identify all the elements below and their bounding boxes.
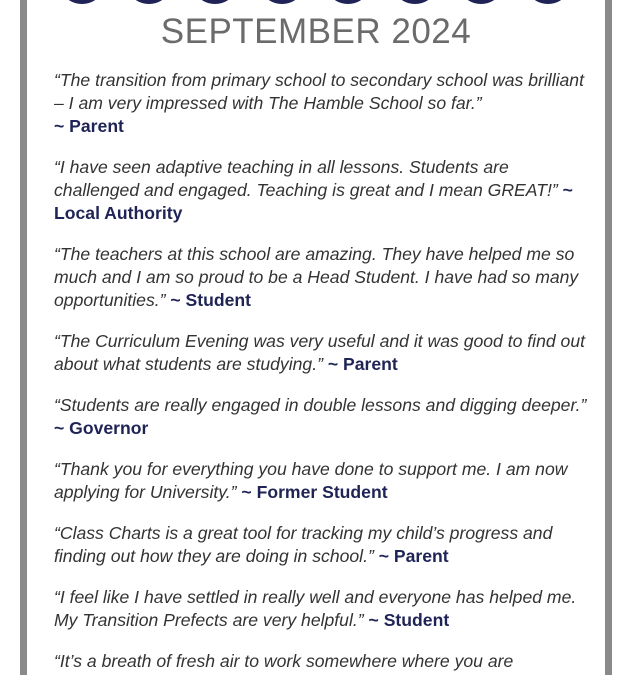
quote-text: “The teachers at this school are amazing. They have helped me so much and I am so proud to be a Head Student. I have had so many opportunities.” xyxy=(54,244,579,310)
content-panel xyxy=(27,0,605,675)
quote-text: “It’s a breath of fresh air to work somewhere where you are xyxy=(54,651,514,671)
quote-author: ~ Parent xyxy=(327,354,398,374)
quote-author: ~ Governor xyxy=(54,418,149,438)
quote-text: “Thank you for everything you have done to support me. I am now applying for University.” xyxy=(54,459,568,502)
quote-text: “Class Charts is a great tool for tracking my child’s progress and finding out how they are doing in school.” xyxy=(54,523,553,566)
quote-author: ~ Parent xyxy=(54,116,124,136)
quote-text: “The transition from primary school to secondary school was brilliant – I am very impressed with The Hamble School so far.” xyxy=(54,70,584,113)
quote-item xyxy=(54,458,594,504)
page-title: SEPTEMBER 2024 xyxy=(160,12,472,51)
header-graphic-remnant xyxy=(65,0,565,4)
quote-item xyxy=(54,394,594,440)
quote-text: “Students are really engaged in double lessons and digging deeper.” xyxy=(54,395,587,415)
quote-author: ~ Student xyxy=(170,290,252,310)
quote-item xyxy=(54,243,594,312)
page-frame xyxy=(20,0,612,675)
quote-item xyxy=(54,330,594,376)
quote-item xyxy=(54,586,594,632)
quote-item xyxy=(54,522,594,568)
quote-text: “I feel like I have settled in really well and everyone has helped me. My Transition Prefects are very helpful.” xyxy=(54,587,577,630)
quotes-list xyxy=(54,69,594,675)
quote-author: ~ Student xyxy=(368,610,450,630)
quote-author: ~ Former Student xyxy=(241,482,388,502)
quote-text: “I have seen adaptive teaching in all lessons. Students are challenged and engaged. Teaching is great and I mean GREAT!” xyxy=(54,157,558,200)
quote-author: ~ Local Authority xyxy=(54,180,573,223)
quote-author: ~ Parent xyxy=(378,546,449,566)
quote-item xyxy=(54,156,594,225)
quote-item xyxy=(54,69,594,138)
quote-text: “The Curriculum Evening was very useful and it was good to find out about what students are studying.” xyxy=(54,331,586,374)
quote-item xyxy=(54,650,594,673)
